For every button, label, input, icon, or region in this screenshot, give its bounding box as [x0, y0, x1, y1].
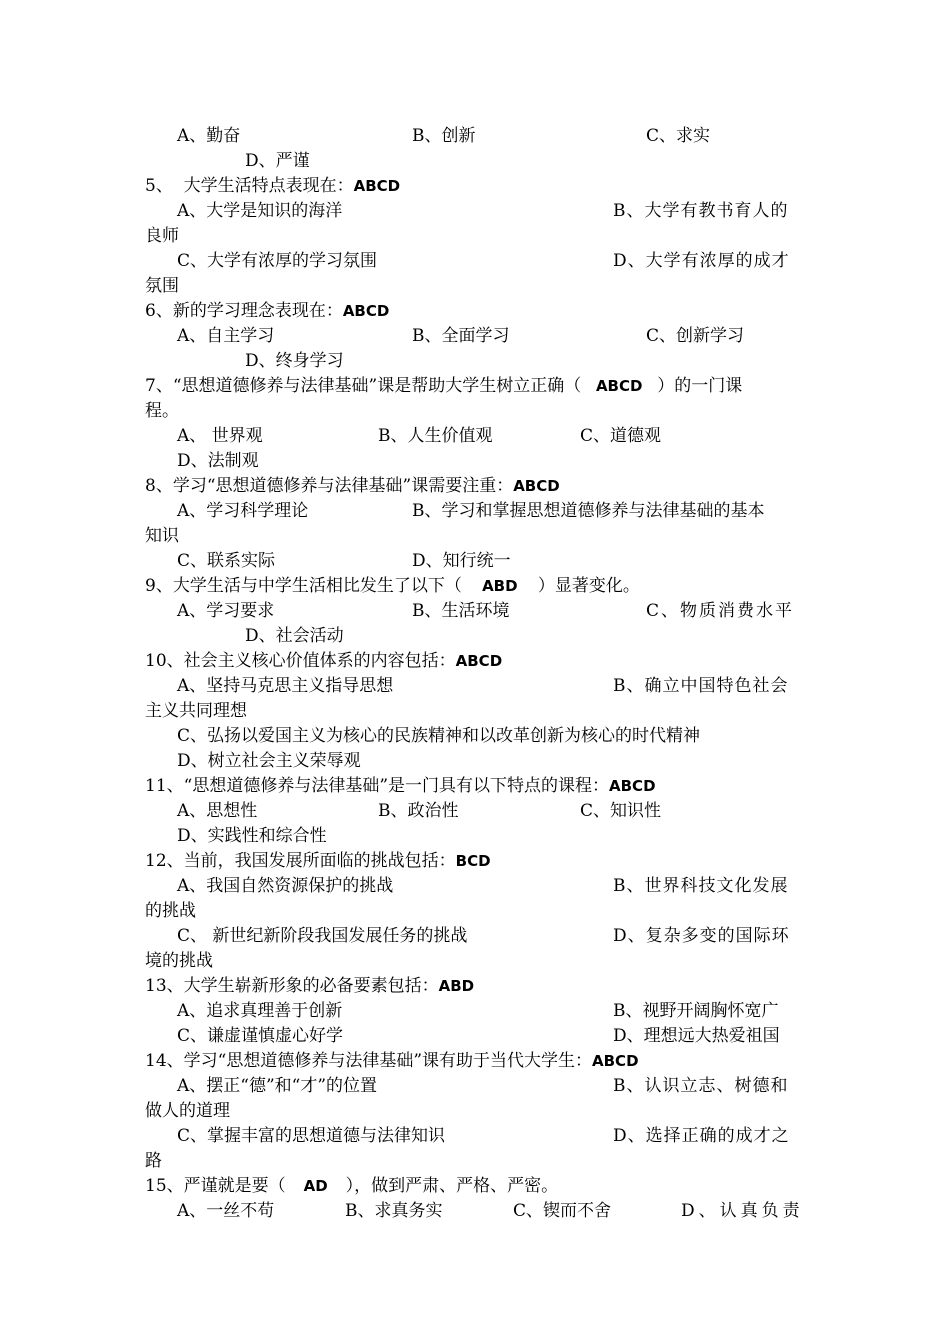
q7-option-b: B、人生价值观	[378, 426, 493, 446]
answer-key: ABCD	[353, 177, 401, 195]
wrap-line: 境的挑战	[145, 951, 213, 971]
wrap-line: 程。	[145, 401, 179, 421]
question-text: 6、新的学习理念表现在：	[145, 301, 343, 321]
option-a: A、勤奋	[177, 126, 241, 146]
wrap-line: 知识	[145, 526, 179, 546]
question-7: 7、“思想道德修养与法律基础”课是帮助大学生树立正确（ ABCD ）的一门课	[145, 376, 743, 396]
question-text: 14、学习“思想道德修养与法律基础”课有助于当代大学生：	[145, 1051, 593, 1071]
q13-option-c: C、谦虚谨慎虚心好学	[177, 1026, 344, 1046]
answer-key: ABCD	[595, 377, 643, 395]
question-text: 10、社会主义核心价值体系的内容包括：	[145, 651, 456, 671]
answer-key: ABD	[438, 977, 475, 995]
q15-option-a: A、一丝不苟	[177, 1201, 275, 1221]
q11-option-d: D、实践性和综合性	[177, 826, 327, 846]
answer-key: BCD	[455, 852, 491, 870]
q8-option-d: D、知行统一	[412, 551, 511, 571]
wrap-line: 做人的道理	[145, 1101, 230, 1121]
q5-option-d: D、大学有浓厚的成才	[613, 251, 790, 271]
answer-key: ABCD	[609, 777, 656, 795]
answer-key: ABCD	[513, 477, 560, 495]
question-text: 8、学习“思想道德修养与法律基础”课需要注重：	[145, 476, 514, 496]
q6-option-d: D、终身学习	[245, 351, 344, 371]
q7-option-d: D、法制观	[177, 451, 259, 471]
question-text: 15、严谨就是要（	[145, 1176, 286, 1196]
q4-option-d: D、严谨	[245, 151, 310, 171]
wrap-line: 主义共同理想	[145, 701, 247, 721]
q7-option-c: C、道德观	[580, 426, 662, 446]
q10-option-d: D、树立社会主义荣辱观	[177, 751, 361, 771]
q13-option-a: A、追求真理善于创新	[177, 1001, 343, 1021]
q14-option-a: A、摆正“德”和“才”的位置	[177, 1076, 378, 1096]
q10-option-a: A、坚持马克思主义指导思想	[177, 676, 394, 696]
answer-key: ABCD	[455, 652, 503, 670]
q10-option-c: C、弘扬以爱国主义为核心的民族精神和以改革创新为核心的时代精神	[177, 726, 701, 746]
question-11	[145, 775, 656, 797]
q6-option-a: A、自主学习	[177, 326, 275, 346]
question-10	[145, 650, 502, 672]
option-c: C、求实	[646, 126, 711, 146]
q11-option-b: B、政治性	[378, 801, 459, 821]
question-text: 11、“思想道德修养与法律基础”是一门具有以下特点的课程：	[145, 776, 610, 796]
question-15: 15、严谨就是要（ AD ），做到严肃、严格、严密。	[145, 1176, 559, 1196]
answer-key: ABD	[482, 577, 518, 595]
q4-options-line	[177, 125, 240, 147]
q13-option-d: D、理想远大热爱祖国	[613, 1026, 780, 1046]
q11-option-a: A、思想性	[177, 801, 258, 821]
q12-option-b: B、世界科技文化发展	[613, 876, 789, 896]
question-8	[145, 475, 560, 497]
wrap-line: 的挑战	[145, 901, 196, 921]
q12-option-d: D、复杂多变的国际环	[613, 926, 790, 946]
answer-key: AD	[303, 1177, 328, 1195]
question-text: 7、“思想道德修养与法律基础”课是帮助大学生树立正确（	[145, 376, 582, 396]
q6-option-c: C、创新学习	[646, 326, 745, 346]
answer-key: ABCD	[592, 1052, 639, 1070]
q6-option-b: B、全面学习	[412, 326, 510, 346]
question-6	[145, 300, 389, 322]
wrap-line: 氛围	[145, 276, 179, 296]
q15-option-c: C、锲而不舍	[513, 1201, 612, 1221]
option-b: B、创新	[412, 126, 476, 146]
q5-option-b: B、大学有教书育人的	[613, 201, 789, 221]
question-12	[145, 850, 491, 872]
question-text: 5、 大学生活特点表现在：	[145, 176, 354, 196]
q14-option-c: C、掌握丰富的思想道德与法律知识	[177, 1126, 446, 1146]
q9-option-a: A、学习要求	[177, 601, 275, 621]
question-9: 9、大学生活与中学生活相比发生了以下（ ABD ）显著变化。	[145, 576, 640, 596]
q9-option-b: B、生活环境	[412, 601, 510, 621]
q9-option-d: D、社会活动	[245, 626, 344, 646]
q13-option-b: B、视野开阔胸怀宽广	[613, 1001, 779, 1021]
q7-option-a: A、 世界观	[177, 426, 263, 446]
q9-option-c: C、物质消费水平	[646, 601, 795, 621]
wrap-line: 良师	[145, 226, 179, 246]
answer-key: ABCD	[342, 302, 390, 320]
q8-option-b: B、学习和掌握思想道德修养与法律基础的基本	[412, 501, 765, 521]
question-14	[145, 1050, 639, 1072]
q8-option-a: A、学习科学理论	[177, 501, 309, 521]
q5-option-c: C、大学有浓厚的学习氛围	[177, 251, 378, 271]
q11-option-c: C、知识性	[580, 801, 662, 821]
q14-option-d: D、选择正确的成才之	[613, 1126, 790, 1146]
question-text: 9、大学生活与中学生活相比发生了以下（	[145, 576, 462, 596]
q10-option-b: B、确立中国特色社会	[613, 676, 789, 696]
question-text: 12、当前，我国发展所面临的挑战包括：	[145, 851, 456, 871]
q14-option-b: B、认识立志、树德和	[613, 1076, 789, 1096]
q15-option-b: B、求真务实	[345, 1201, 443, 1221]
wrap-line: 路	[145, 1151, 162, 1171]
question-13	[145, 975, 474, 997]
q12-option-c: C、 新世纪新阶段我国发展任务的挑战	[177, 926, 468, 946]
question-text: 13、大学生崭新形象的必备要素包括：	[145, 976, 439, 996]
q8-option-c: C、联系实际	[177, 551, 276, 571]
question-5	[145, 175, 400, 197]
q5-option-a: A、大学是知识的海洋	[177, 201, 343, 221]
q15-option-d: D、认真负责	[681, 1201, 804, 1221]
q12-option-a: A、我国自然资源保护的挑战	[177, 876, 394, 896]
